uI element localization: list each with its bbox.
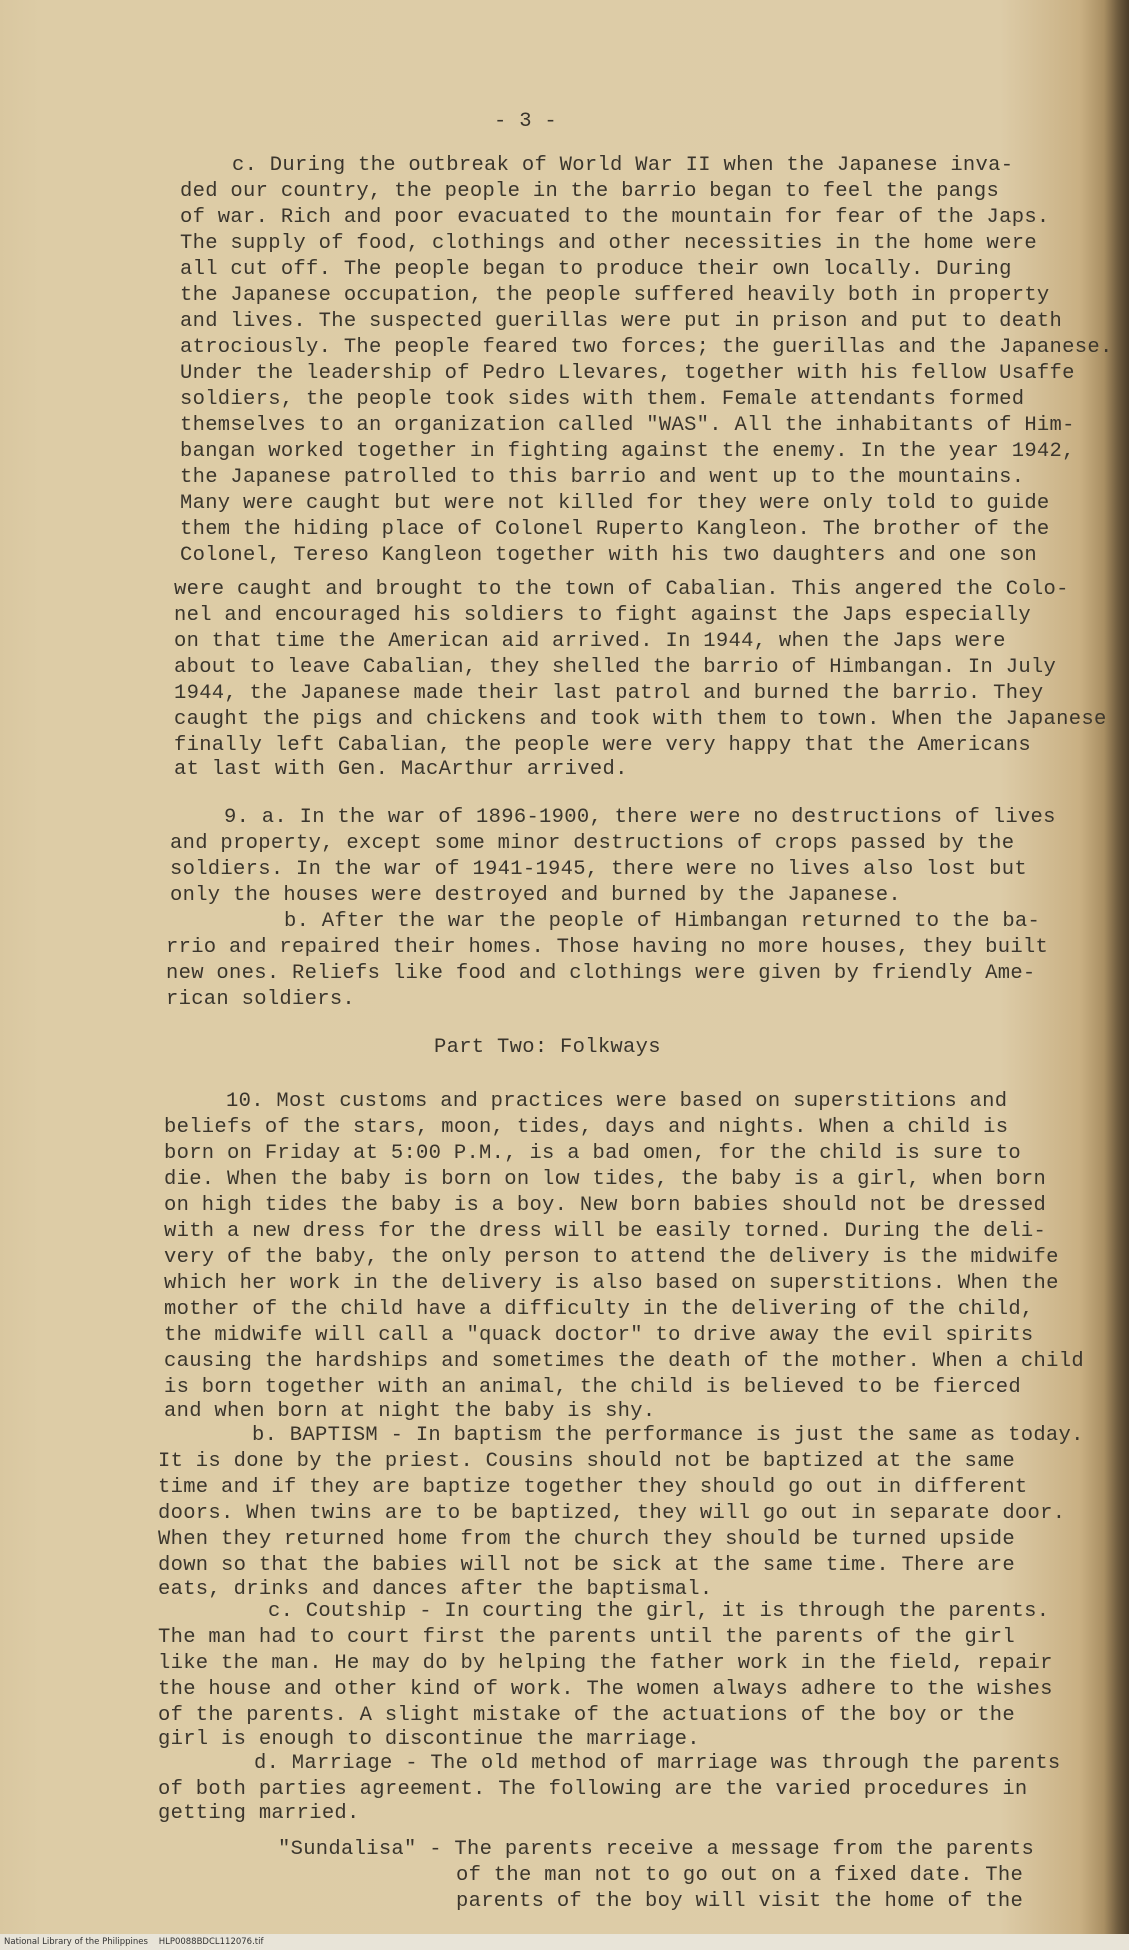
text-line: soldiers, the people took sides with them. Female attendants formed — [180, 388, 1025, 411]
text-line: of the man not to go out on a fixed date. The — [456, 1864, 1024, 1887]
text-line: 9. a. In the war of 1896-1900, there were no destructions of lives — [224, 806, 1056, 829]
text-line: bangan worked together in fighting against the enemy. In the year 1942, — [180, 440, 1075, 463]
text-line: ded our country, the people in the barrio began to feel the pangs — [180, 180, 1000, 203]
text-line: about to leave Cabalian, they shelled the barrio of Himbangan. In July — [174, 656, 1057, 679]
text-line: very of the baby, the only person to attend the delivery is the midwife — [164, 1246, 1059, 1269]
text-line: getting married. — [158, 1802, 360, 1825]
text-line: all cut off. The people began to produce their own locally. During — [180, 258, 1012, 281]
text-line: is born together with an animal, the child is believed to be fierced — [164, 1376, 1021, 1399]
text-line: d. Marriage - The old method of marriage was through the parents — [254, 1752, 1061, 1775]
text-line: mother of the child have a difficulty in the delivering of the child, — [164, 1298, 1034, 1321]
text-line: The supply of food, clothings and other necessities in the home were — [180, 232, 1037, 255]
text-line: beliefs of the stars, moon, tides, days and nights. When a child is — [164, 1116, 1009, 1139]
text-line: were caught and brought to the town of Cabalian. This angered the Colo- — [174, 578, 1069, 601]
text-line: and property, except some minor destructions of crops passed by the — [170, 832, 1015, 855]
text-line: Under the leadership of Pedro Llevares, together with his fellow Usaffe — [180, 362, 1075, 385]
text-line: b. BAPTISM - In baptism the performance is just the same as today. — [252, 1424, 1084, 1447]
text-line: rican soldiers. — [166, 988, 356, 1011]
text-line: the midwife will call a "quack doctor" to drive away the evil spirits — [164, 1324, 1034, 1347]
text-line: soldiers. In the war of 1941-1945, there were no lives also lost but — [170, 858, 1027, 881]
text-line: It is done by the priest. Cousins should not be baptized at the same — [158, 1450, 1015, 1473]
text-line: 1944, the Japanese made their last patrol and burned the barrio. They — [174, 682, 1044, 705]
text-line: Many were caught but were not killed for they were only told to guide — [180, 492, 1050, 515]
text-line: at last with Gen. MacArthur arrived. — [174, 758, 628, 781]
text-line: and when born at night the baby is shy. — [164, 1400, 656, 1423]
text-line: the Japanese patrolled to this barrio and went up to the mountains. — [180, 466, 1025, 489]
text-line: c. Coutship - In courting the girl, it is through the parents. — [268, 1600, 1050, 1623]
text-line: born on Friday at 5:00 P.M., is a bad omen, for the child is sure to — [164, 1142, 1021, 1165]
text-line: with a new dress for the dress will be easily torned. During the deli- — [164, 1220, 1047, 1243]
text-line: 10. Most customs and practices were based on superstitions and — [226, 1090, 1008, 1113]
text-line: on that time the American aid arrived. In 1944, when the Japs were — [174, 630, 1006, 653]
text-line: rrio and repaired their homes. Those having no more houses, they built — [166, 936, 1049, 959]
text-line: the Japanese occupation, the people suffered heavily both in property — [180, 284, 1050, 307]
text-line: girl is enough to discontinue the marriage. — [158, 1728, 700, 1751]
text-line: which her work in the delivery is also based on superstitions. When the — [164, 1272, 1059, 1295]
text-line: only the houses were destroyed and burned by the Japanese. — [170, 884, 901, 907]
text-line: Colonel, Tereso Kangleon together with his two daughters and one son — [180, 544, 1037, 567]
text-line: of war. Rich and poor evacuated to the mountain for fear of the Japs. — [180, 206, 1050, 229]
text-line: parents of the boy will visit the home of the — [456, 1890, 1024, 1913]
text-line: new ones. Reliefs like food and clothings were given by friendly Ame- — [166, 962, 1036, 985]
section-heading: Part Two: Folkways — [434, 1036, 661, 1059]
text-line: atrociously. The people feared two forces; the guerillas and the Japanese. — [180, 336, 1113, 359]
page-number: - 3 - — [494, 110, 558, 133]
text-line: themselves to an organization called "WAS". All the inhabitants of Him- — [180, 414, 1075, 437]
text-line: causing the hardships and sometimes the death of the mother. When a child — [164, 1350, 1084, 1373]
text-line: die. When the baby is born on low tides, the baby is a girl, when born — [164, 1168, 1047, 1191]
text-line: like the man. He may do by helping the father work in the field, repair — [158, 1652, 1053, 1675]
text-line: "Sundalisa" - The parents receive a message from the parents — [278, 1838, 1035, 1861]
text-line: doors. When twins are to be baptized, they will go out in separate door. — [158, 1502, 1066, 1525]
text-line: and lives. The suspected guerillas were put in prison and put to death — [180, 310, 1063, 333]
text-line: finally left Cabalian, the people were very happy that the Americans — [174, 734, 1031, 757]
text-line: nel and encouraged his soldiers to fight against the Japs especially — [174, 604, 1031, 627]
text-line: eats, drinks and dances after the baptismal. — [158, 1578, 713, 1601]
text-line: c. During the outbreak of World War II when the Japanese inva- — [232, 154, 1014, 177]
text-line: down so that the babies will not be sick at the same time. There are — [158, 1554, 1015, 1577]
text-line: on high tides the baby is a boy. New born babies should not be dressed — [164, 1194, 1047, 1217]
text-line: caught the pigs and chickens and took with them to town. When the Japanese — [174, 708, 1107, 731]
scan-footer: National Library of the Philippines HLP0088BDCL112076.tif — [0, 1934, 1129, 1950]
text-line: b. After the war the people of Himbangan returned to the ba- — [284, 910, 1041, 933]
text-line: of the parents. A slight mistake of the actuations of the boy or the — [158, 1704, 1015, 1727]
text-line: When they returned home from the church they should be turned upside — [158, 1528, 1015, 1551]
text-line: time and if they are baptize together they should go out in different — [158, 1476, 1028, 1499]
text-line: of both parties agreement. The following are the varied procedures in — [158, 1778, 1028, 1801]
text-line: them the hiding place of Colonel Ruperto Kangleon. The brother of the — [180, 518, 1050, 541]
text-line: the house and other kind of work. The women always adhere to the wishes — [158, 1678, 1053, 1701]
text-line: The man had to court first the parents until the parents of the girl — [158, 1626, 1015, 1649]
